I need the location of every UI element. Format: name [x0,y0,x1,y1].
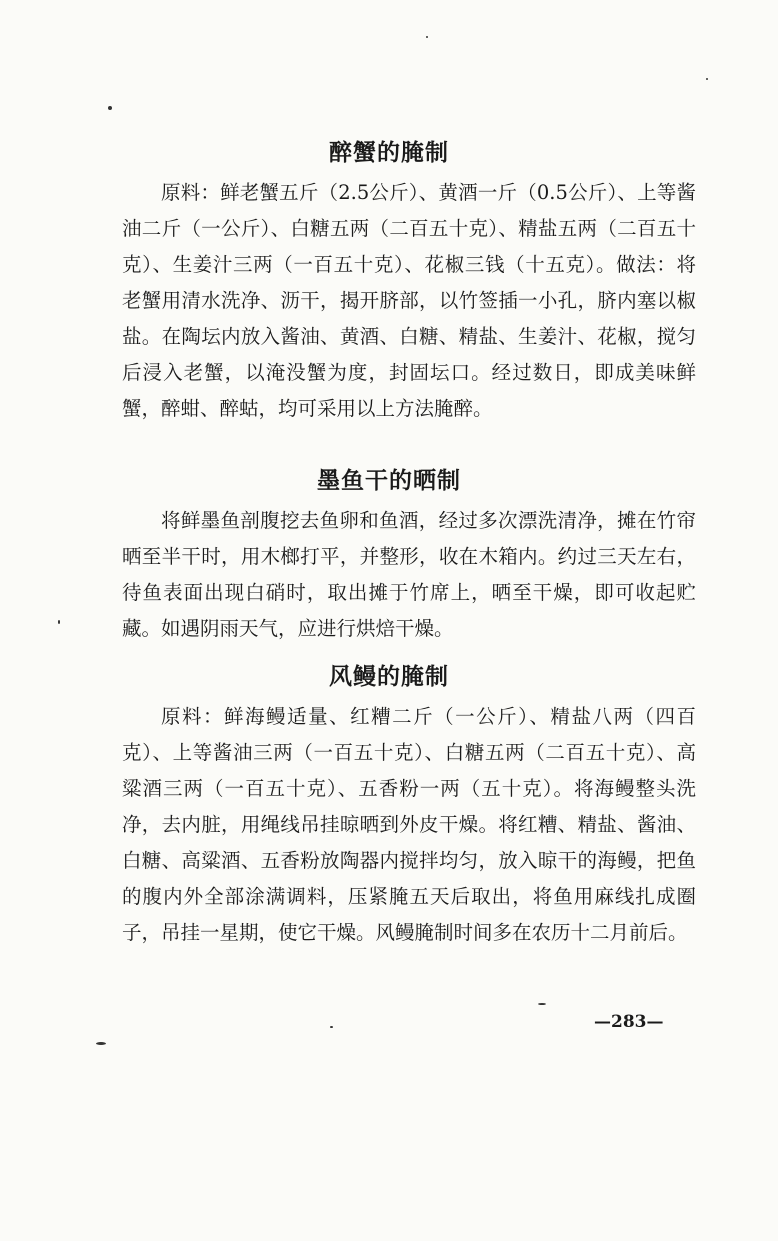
scan-speck [108,106,112,110]
scan-speck [706,78,708,80]
page-number: —283— [594,1012,664,1032]
section-title-wind-eel: 风鳗的腌制 [329,663,449,690]
section-title-drunken-crab: 醉蟹的腌制 [329,139,449,166]
scan-speck [426,36,428,38]
section-body-wind-eel: 原料：鲜海鳗适量、红糟二斤（一公斤）、精盐八两（四百克）、上等酱油三两（一百五十克）、白糖五两（二百五十克）、高粱酒三两（一百五十克）、五香粉一两（五十克）。将海鳗整头洗净，去内脏，用绳线吊挂晾晒到外皮干燥。将红糟、精盐、酱油、白糖、高粱酒、五香粉放陶器内搅拌均匀，放入晾干的海鳗，把鱼的腹内外全部涂满调料，压紧腌五天后取出，将鱼用麻线扎成圈子，吊挂一星期，使它干燥。风鳗腌制时间多在农历十二月前后。 [122,705,696,944]
scan-speck [330,1026,333,1028]
scan-speck [538,1003,546,1005]
scan-speck [58,620,60,624]
section-body-dried-cuttlefish: 将鲜墨鱼剖腹挖去鱼卵和鱼酒，经过多次漂洗清净，摊在竹帘晒至半干时，用木榔打平，并整形，收在木箱内。约过三天左右，待鱼表面出现白硝时，取出摊于竹席上，晒至干燥，即可收起贮藏。如遇阴雨天气，应进行烘焙干燥。 [122,509,696,640]
section-title-dried-cuttlefish: 墨鱼干的晒制 [317,467,461,494]
section-body-drunken-crab: 原料：鲜老蟹五斤（2.5公斤）、黄酒一斤（0.5公斤）、上等酱油二斤（一公斤）、白糖五两（二百五十克）、精盐五两（二百五十克）、生姜汁三两（一百五十克）、花椒三钱（十五克）。做法：将老蟹用清水洗净、沥干，揭开脐部，以竹签插一小孔，脐内塞以椒盐。在陶坛内放入酱油、黄酒、白糖、精盐、生姜汁、花椒，搅匀后浸入老蟹，以淹没蟹为度，封固坛口。经过数日，即成美味鲜蟹，醉蚶、醉蛄，均可采用以上方法腌醉。 [122,181,696,420]
scan-speck [96,1042,106,1045]
